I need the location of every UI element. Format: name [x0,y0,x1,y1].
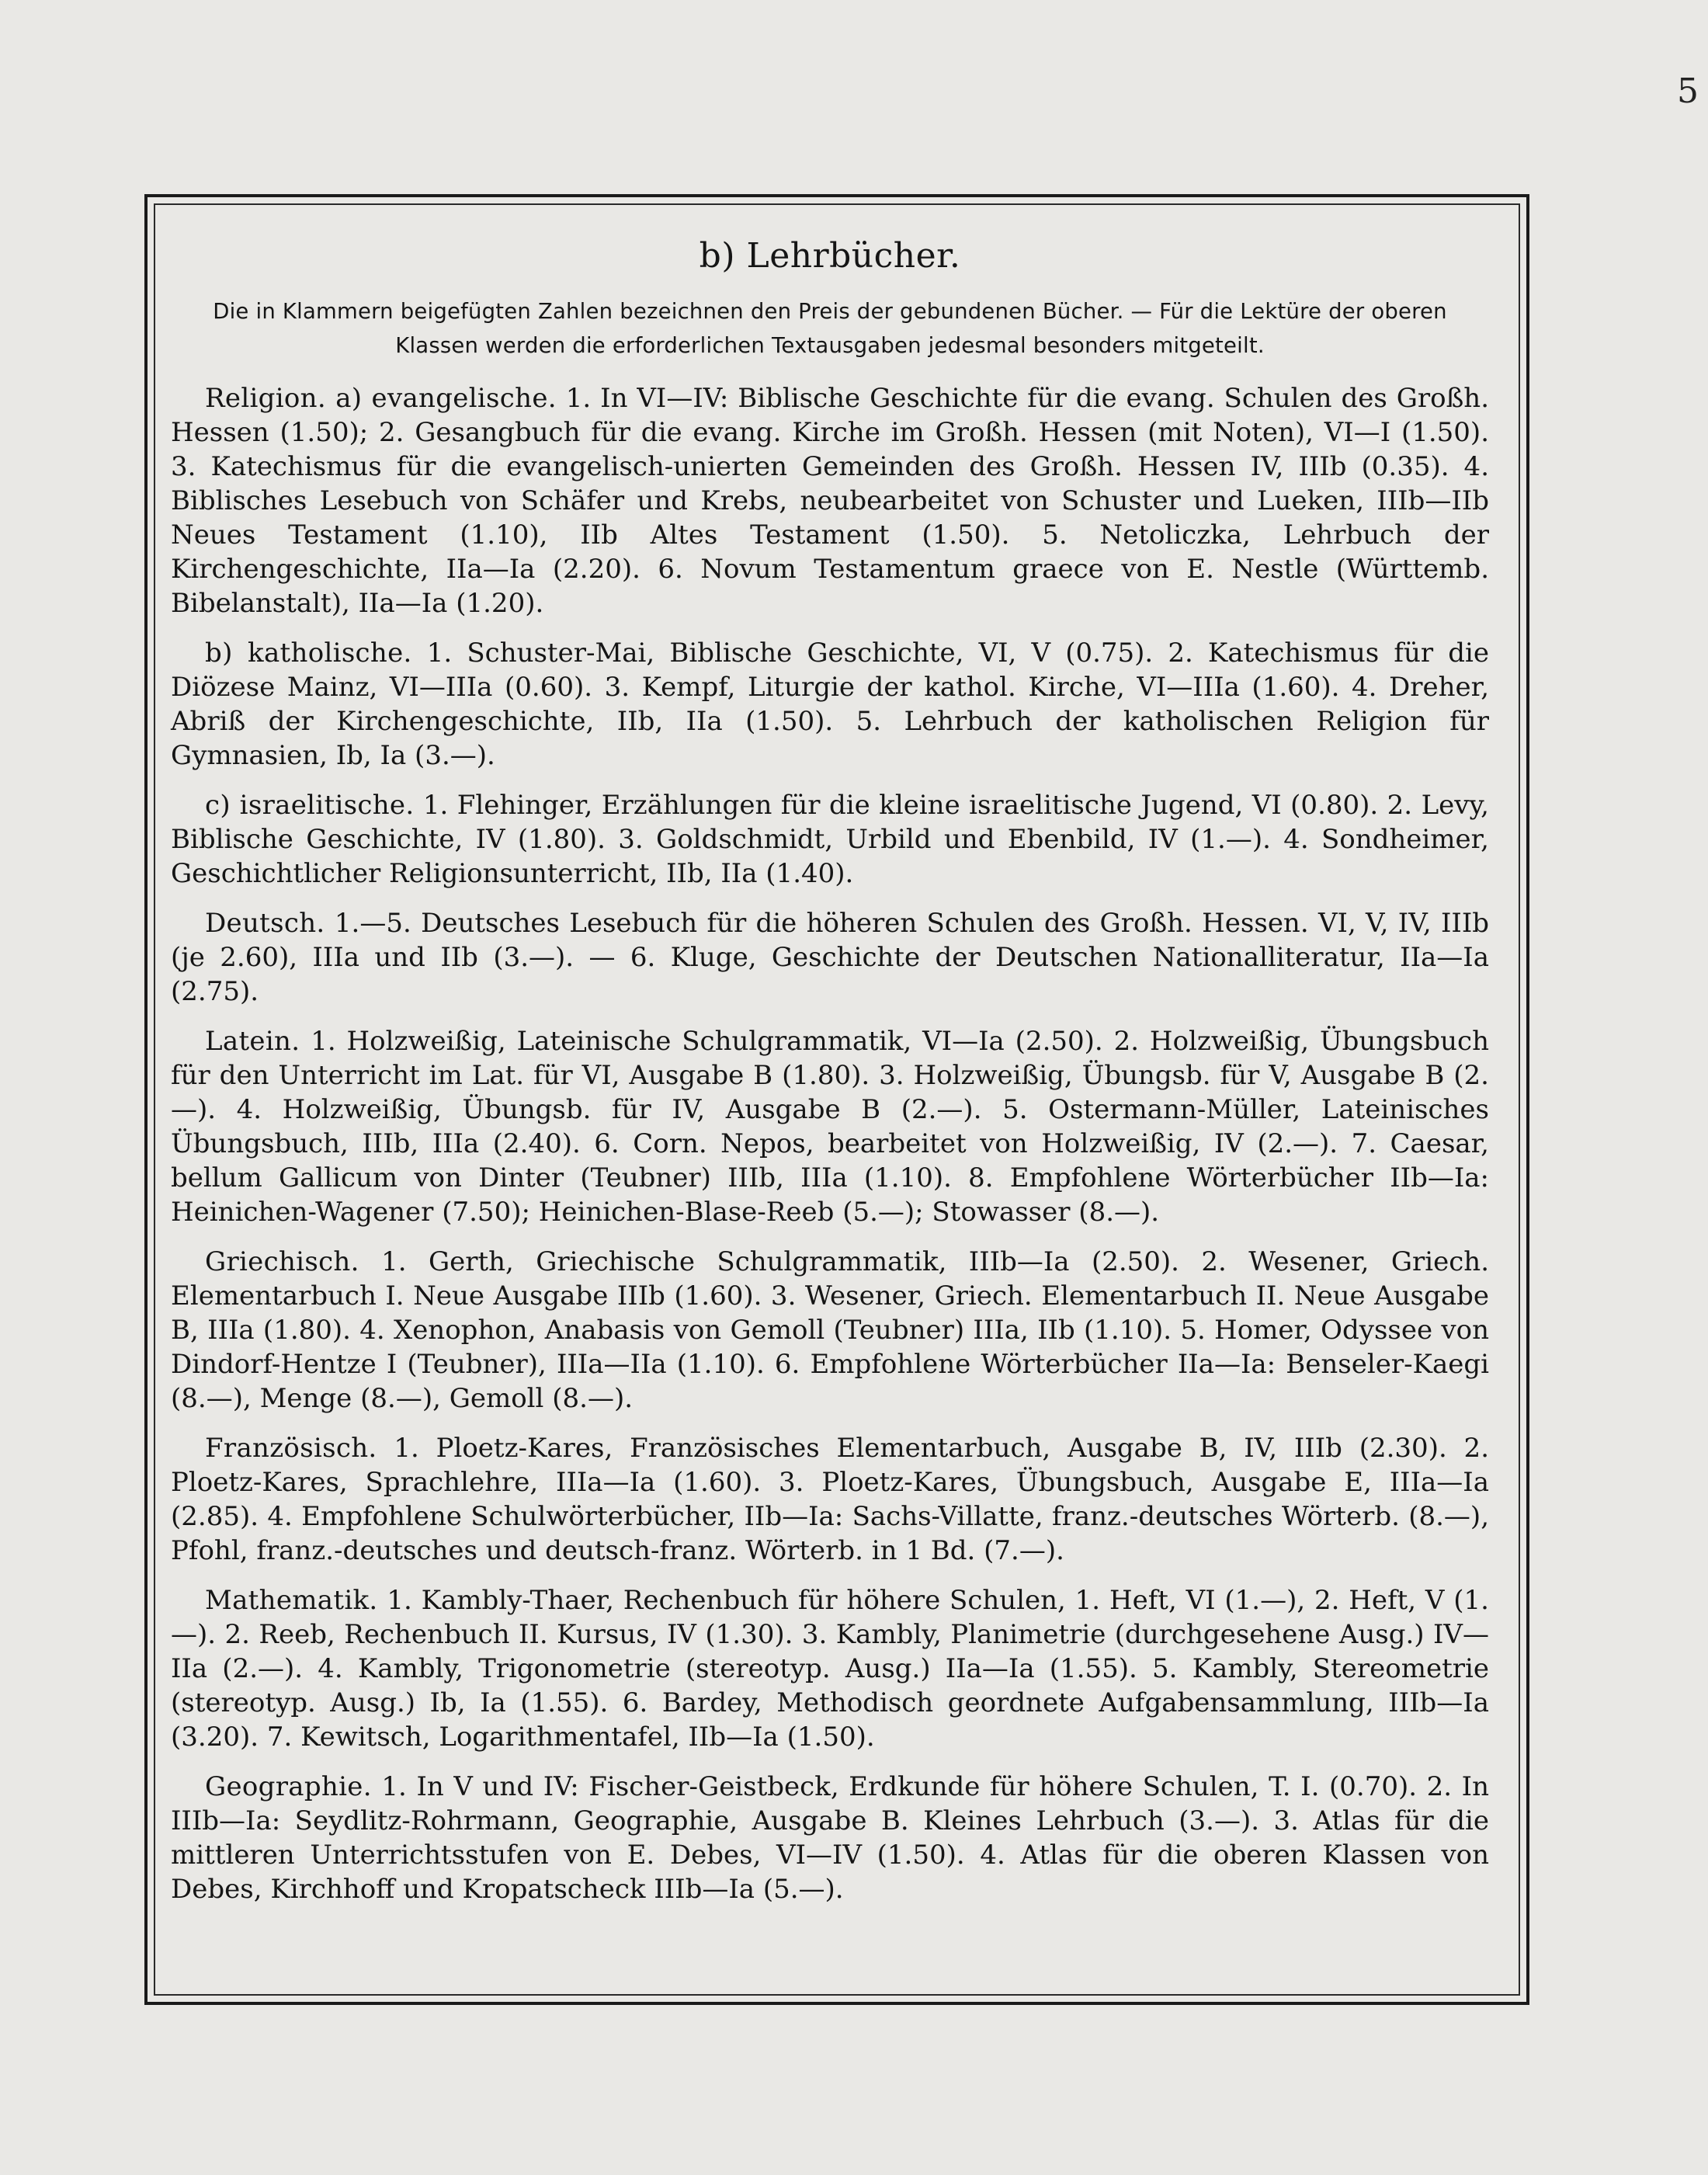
section-lead: Geographie. [205,1771,372,1802]
section-lead: Religion. a) evangelische. [205,383,557,414]
section-latein [171,1024,1489,1229]
intro-note: Die in Klammern beigefügten Zahlen bezeichnen den Preis der gebundenen Bücher. — Für die Lektüre der oberen Klassen werden die erforderlichen Textausgaben jedesmal besonders mitgeteilt. [213,299,1447,358]
section-deutsch [171,906,1489,1009]
frame-content [171,236,1489,1922]
section-religion-katholisch [171,636,1489,773]
section-text: 1. Gerth, Griechische Schulgrammatik, IIIb—Ia (2.50). 2. Wesener, Griech. Elementarbuch I. Neue Ausgabe IIIb (1.60). 3. Wesener, Griech. Elementarbuch II. Neue Ausgabe B, IIIa (1.80). 4. Xenophon, Anabasis von Gemoll (Teubner) IIIa, IIb (1.10). 5. Homer, Odyssee von Dindorf-Hentze I (Teubner), IIIa—IIa (1.10). 6. Empfohlene Wörterbücher IIa—Ia: Benseler-Kaegi (8.—), Menge (8.—), Gemoll (8.—). [171,1246,1489,1414]
section-lead: Französisch. [205,1433,377,1464]
section-text: 1. Schuster-Mai, Biblische Geschichte, VI, V (0.75). 2. Katechismus für die Diözese Mainz, VI—IIIa (0.60). 3. Kempf, Liturgie der kathol. Kirche, VI—IIIa (1.60). 4. Dreher, Abriß der Kirchengeschichte, IIb, IIa (1.50). 5. Lehrbuch der katholischen Religion für Gymnasien, Ib, Ia (3.—). [171,638,1489,771]
section-text: 1. Flehinger, Erzählungen für die kleine israelitische Jugend, VI (0.80). 2. Levy, Biblische Geschichte, IV (1.80). 3. Goldschmidt, Urbild und Ebenbild, IV (1.—). 4. Sondheimer, Geschichtlicher Religionsunterricht, IIb, IIa (1.40). [171,790,1489,889]
section-text: 1.—5. Deutsches Lesebuch für die höheren Schulen des Großh. Hessen. VI, V, IV, IIIb (je 2.60), IIIa und IIb (3.—). — 6. Kluge, Geschichte der Deutschen Nationalliteratur, IIa—Ia (2.75). [171,908,1490,1007]
section-religion-israelitisch [171,788,1489,891]
section-religion-evangelisch [171,381,1489,620]
bordered-frame [144,194,1529,2005]
section-lead: b) katholische. [205,638,412,669]
section-lead: c) israelitische. [205,790,415,821]
page-number: 5 [1677,71,1699,111]
section-mathematik [171,1583,1489,1754]
section-lead: Mathematik. [205,1585,378,1616]
section-text: 1. Kambly-Thaer, Rechenbuch für höhere Schulen, 1. Heft, VI (1.—), 2. Heft, V (1.—). 2. Reeb, Rechenbuch II. Kursus, IV (1.30). 3. Kambly, Planimetrie (durchgesehene Ausg.) IV—IIa (2.—). 4. Kambly, Trigonometrie (stereotyp. Ausg.) IIa—Ia (1.55). 5. Kambly, Stereometrie (stereotyp. Ausg.) Ib, Ia (1.55). 6. Bardey, Methodisch geordnete Aufgabensammlung, IIIb—Ia (3.20). 7. Kewitsch, Logarithmentafel, IIb—Ia (1.50). [171,1585,1489,1753]
section-lead: Latein. [205,1026,300,1057]
section-lead: Deutsch. [205,908,325,939]
section-lead: Griechisch. [205,1246,359,1277]
section-heading: b) Lehrbücher. [699,236,961,276]
section-text: 1. In VI—IV: Biblische Geschichte für die evang. Schulen des Großh. Hessen (1.50); 2. Gesangbuch für die evang. Kirche im Großh. Hessen (mit Noten), VI—I (1.50). 3. Katechismus für die evangelisch-unierten Gemeinden des Großh. Hessen IV, IIIb (0.35). 4. Biblisches Lesebuch von Schäfer und Krebs, neubearbeitet von Schuster und Lueken, IIIb—IIb Neues Testament (1.10), IIb Altes Testament (1.50). 5. Netoliczka, Lehrbuch der Kirchengeschichte, IIa—Ia (2.20). 6. Novum Testamentum graece von E. Nestle (Württemb. Bibelanstalt), IIa—Ia (1.20). [171,383,1489,619]
section-text: 1. Holzweißig, Lateinische Schulgrammatik, VI—Ia (2.50). 2. Holzweißig, Übungsbuch für den Unterricht im Lat. für VI, Ausgabe B (1.80). 3. Holzweißig, Übungsb. für V, Ausgabe B (2.—). 4. Holzweißig, Übungsb. für IV, Ausgabe B (2.—). 5. Ostermann-Müller, Lateinisches Übungsbuch, IIIb, IIIa (2.40). 6. Corn. Nepos, bearbeitet von Holzweißig, IV (2.—). 7. Caesar, bellum Gallicum von Dinter (Teubner) IIIb, IIIa (1.10). 8. Empfohlene Wörterbücher IIb—Ia: Heinichen-Wagener (7.50); Heinichen-Blase-Reeb (5.—); Stowasser (8.—). [171,1026,1489,1228]
section-text: 1. Ploetz-Kares, Französisches Elementarbuch, Ausgabe B, IV, IIIb (2.30). 2. Ploetz-Kares, Sprachlehre, IIIa—Ia (1.60). 3. Ploetz-Kares, Übungsbuch, Ausgabe E, IIIa—Ia (2.85). 4. Empfohlene Schulwörterbücher, IIb—Ia: Sachs-Villatte, franz.-deutsches Wörterb. (8.—), Pfohl, franz.-deutsches und deutsch-franz. Wörterb. in 1 Bd. (7.—). [171,1433,1489,1566]
section-franzoesisch [171,1431,1489,1568]
section-griechisch [171,1245,1489,1416]
section-text: 1. In V und IV: Fischer-Geistbeck, Erdkunde für höhere Schulen, T. I. (0.70). 2. In IIIb—Ia: Seydlitz-Rohrmann, Geographie, Ausgabe B. Kleines Lehrbuch (3.—). 3. Atlas für die mittleren Unterrichtsstufen von E. Debes, VI—IV (1.50). 4. Atlas für die oberen Klassen von Debes, Kirchhoff und Kropatscheck IIIb—Ia (5.—). [171,1771,1489,1905]
section-geographie [171,1770,1489,1906]
